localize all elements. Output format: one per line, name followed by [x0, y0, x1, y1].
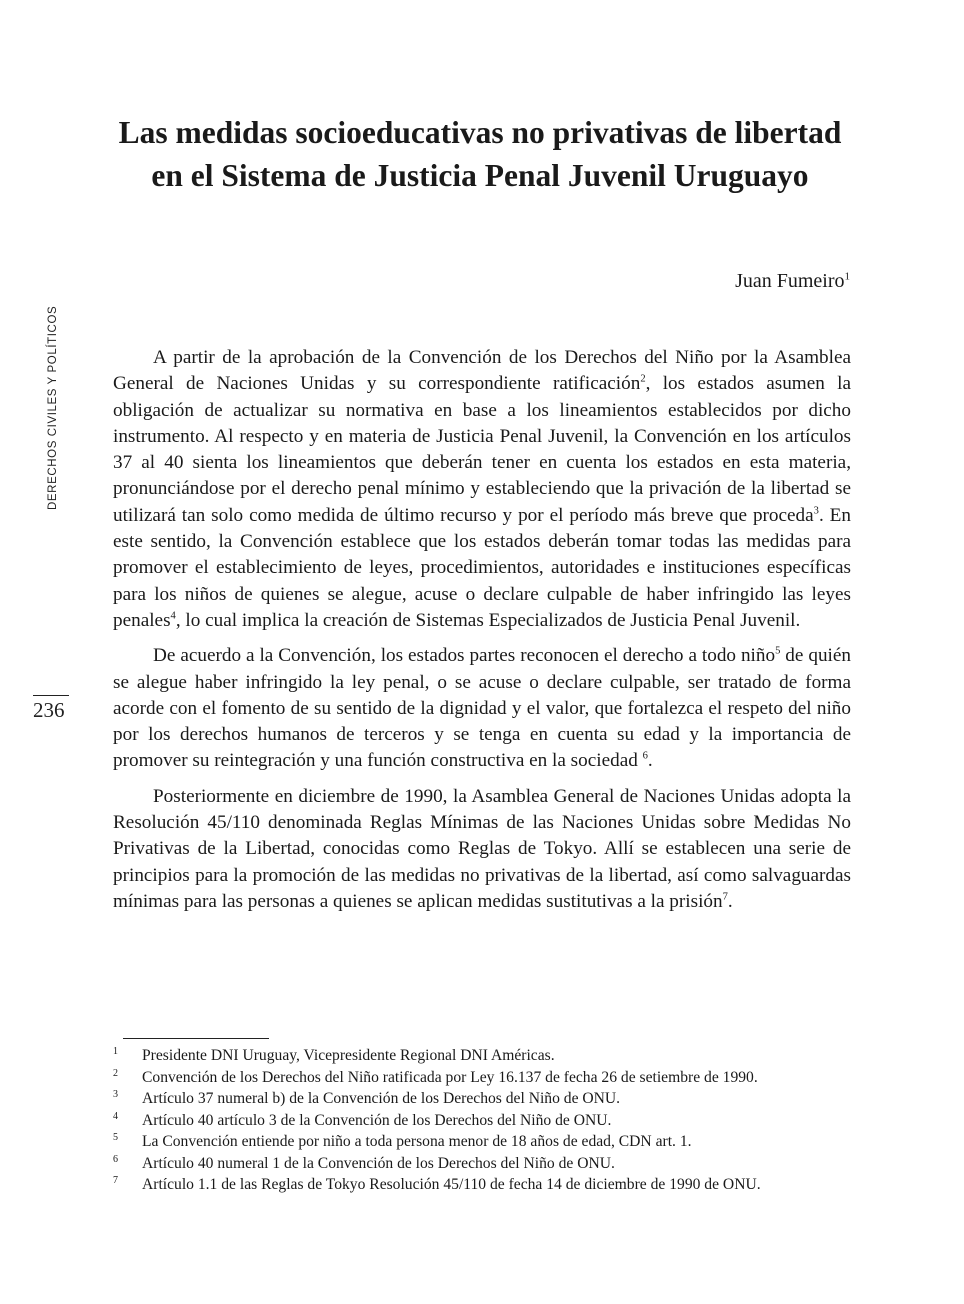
paragraph-2 — [113, 643, 851, 774]
footnote-4 — [113, 1110, 853, 1132]
page-number-rule — [33, 695, 69, 696]
paragraph-3 — [113, 784, 851, 915]
footnote-text: Artículo 1.1 de las Reglas de Tokyo Resolución 45/110 de fecha 14 de diciembre de 1990 de ONU. — [142, 1176, 761, 1193]
footnote-number: 1 — [113, 1046, 118, 1057]
text-run: , lo cual implica la creación de Sistemas Especializados de Justicia Penal Juvenil. — [175, 609, 801, 631]
text-run: , los estados asumen la obligación de actualizar su normativa en base a los lineamientos establecidos por dicho instrumento. Al respecto y en materia de Justicia Penal Juvenil, la Convención en los artículos 37 al 40 sienta los lineamientos que deberán tener en cuenta los estados en esta materia, pronunciándose por el derecho penal mínimo y estableciendo que la privación de la libertad se utilizará tan solo como medida de último recurso y por el período más breve que proceda — [113, 373, 851, 526]
footnote-2 — [113, 1067, 853, 1089]
text-run: de quién se alegue haber infringido la ley penal, o se acuse o declare culpable, ser tratado de forma acorde con el fomento de su sentido de la dignidad y el valor, que fortalezca el respeto del niño por los derechos humanos de terceros y se tenga en cuenta su edad y la importancia de promover su reintegración y una función constructiva en la sociedad — [113, 645, 851, 772]
footnote-text: La Convención entiende por niño a toda persona menor de 18 años de edad, CDN art. 1. — [142, 1133, 692, 1150]
page-number: 236 — [33, 698, 65, 722]
footnote-ref[interactable]: 7 — [722, 891, 728, 903]
footnote-ref[interactable]: 1 — [844, 270, 850, 283]
footnote-ref[interactable]: 2 — [640, 373, 646, 385]
footnote-number: 6 — [113, 1153, 118, 1165]
text-run: . — [647, 750, 653, 772]
footnotes — [113, 1045, 853, 1196]
footnote-number: 3 — [113, 1089, 118, 1100]
footnote-5 — [113, 1131, 853, 1153]
footnote-number: 2 — [113, 1067, 118, 1079]
footnote-text: Convención de los Derechos del Niño ratificada por Ley 16.137 de fecha 26 de setiembre de 1990. — [142, 1068, 758, 1086]
footnote-6 — [113, 1153, 853, 1175]
footnote-text: Artículo 37 numeral b) de la Convención de los Derechos del Niño de ONU. — [142, 1090, 621, 1107]
paragraph-1 — [113, 345, 851, 634]
footnote-text: Presidente DNI Uruguay, Vicepresidente Regional DNI Américas. — [142, 1047, 555, 1064]
author-name: Juan Fumeiro — [735, 270, 845, 292]
footnote-text: Artículo 40 numeral 1 de la Convención de los Derechos del Niño de ONU. — [142, 1154, 615, 1172]
text-run: A partir de la aprobación de la Convención de los Derechos del Niño por la Asamblea General de Naciones Unidas y su correspondiente ratificación — [113, 347, 851, 395]
footnote-ref[interactable]: 6 — [642, 751, 648, 763]
text-run: Posteriormente en diciembre de 1990, la Asamblea General de Naciones Unidas adopta la Resolución 45/110 denominada Reglas Mínimas de las Naciones Unidas sobre Medidas No Privativas de la Libertad, conocidas como Reglas de Tokyo. Allí se establecen una serie de principios para la promoción de las medidas no privativas de la libertad, así como salvaguardas mínimas para las personas a quienes se aplican medidas sustitutivas a la prisión — [113, 785, 851, 912]
section-label: DERECHOS CIVILES Y POLÍTICOS — [47, 305, 59, 510]
footnote-number: 7 — [113, 1175, 118, 1186]
footnote-separator — [123, 1038, 269, 1039]
footnote-number: 4 — [113, 1110, 118, 1122]
footnote-number: 5 — [113, 1132, 118, 1143]
footnote-7 — [113, 1174, 853, 1196]
author-byline — [735, 270, 850, 293]
text-run: . En este sentido, la Convención establece que los estados deberán tomar todas las medidas para promover el establecimiento de leyes, procedimientos, autoridades e instituciones específicas para los niños de quienes se alegue, acuse o declare culpable de haber infringido las leyes penales — [113, 504, 851, 631]
text-run: . — [727, 890, 733, 912]
footnote-ref[interactable]: 3 — [813, 505, 819, 517]
article-body — [113, 345, 851, 924]
footnote-text: Artículo 40 artículo 3 de la Convención de los Derechos del Niño de ONU. — [142, 1111, 612, 1129]
text-run: De acuerdo a la Convención, los estados partes reconocen el derecho a todo niño — [153, 645, 776, 667]
footnote-3 — [113, 1088, 853, 1110]
footnote-ref[interactable]: 4 — [170, 610, 176, 622]
footnote-ref[interactable]: 5 — [775, 645, 781, 657]
article-title: Las medidas socioeducativas no privativas de libertad en el Sistema de Justicia Penal Juvenil Uruguayo — [118, 115, 842, 193]
footnote-1 — [113, 1045, 853, 1067]
